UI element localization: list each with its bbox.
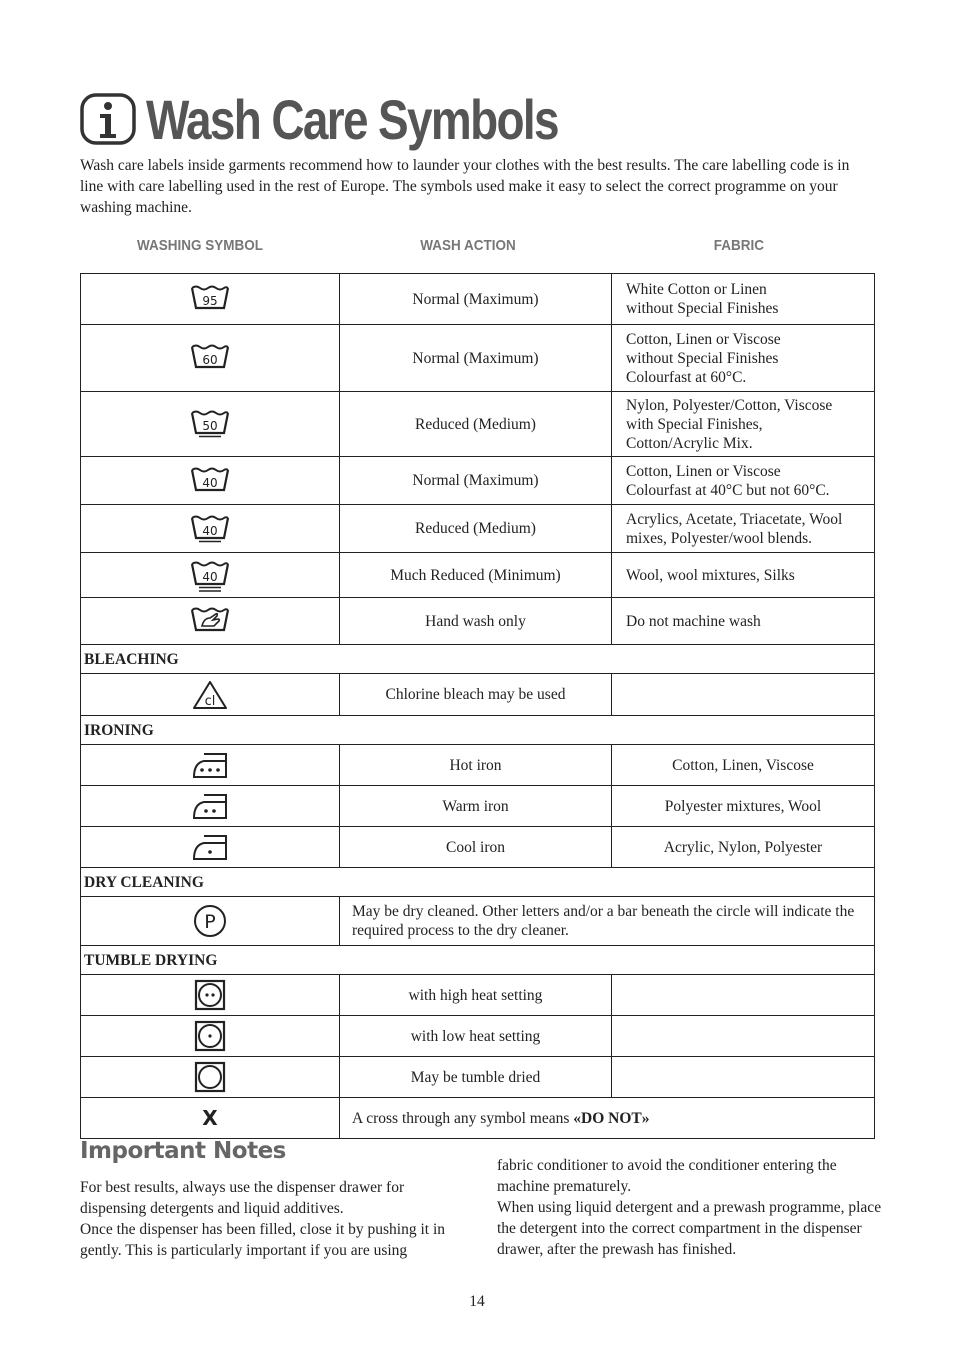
table-row bbox=[81, 1016, 875, 1057]
info-icon bbox=[80, 93, 136, 145]
washing-symbol-cell bbox=[81, 392, 340, 457]
notes-paragraph: fabric conditioner to avoid the conditioner entering the machine prematurely. bbox=[497, 1157, 837, 1195]
section-dry-cleaning: DRY CLEANING bbox=[81, 868, 875, 897]
table-row bbox=[81, 827, 875, 868]
wash-action-cell: Normal (Maximum) bbox=[340, 325, 612, 392]
table-row bbox=[81, 553, 875, 598]
tumble-symbol-cell bbox=[81, 1057, 340, 1098]
notes-paragraph: For best results, always use the dispenser drawer for dispensing detergents and liquid additives. bbox=[80, 1179, 405, 1217]
dry-clean-symbol-cell bbox=[81, 897, 340, 946]
fabric-cell bbox=[612, 325, 875, 392]
fabric-line: White Cotton or Linen bbox=[626, 281, 767, 298]
tumble-action-cell: May be tumble dried bbox=[340, 1057, 612, 1098]
wash-temperature: 60 bbox=[202, 353, 218, 367]
section-row bbox=[81, 716, 875, 745]
bleach-fabric-cell bbox=[612, 674, 875, 716]
iron-icon bbox=[190, 749, 230, 781]
table-row bbox=[81, 975, 875, 1016]
wash-tub-icon bbox=[190, 512, 230, 546]
iron-action-cell: Cool iron bbox=[340, 827, 612, 868]
wash-tub-icon bbox=[190, 282, 230, 316]
notes-right-column bbox=[497, 1155, 882, 1260]
page-number: 14 bbox=[469, 1293, 485, 1310]
table-row bbox=[81, 745, 875, 786]
section-row bbox=[81, 868, 875, 897]
tumble-dry-icon bbox=[194, 979, 226, 1011]
bleach-symbol-cell bbox=[81, 674, 340, 716]
table-row bbox=[81, 897, 875, 946]
washing-symbol-cell bbox=[81, 598, 340, 645]
dry-clean-text-cell: May be dry cleaned. Other letters and/or a bar beneath the circle will indicate the required process to the dry cleaner. bbox=[340, 897, 875, 946]
fabric-line: Cotton/Acrylic Mix. bbox=[626, 434, 753, 452]
tumble-symbol-cell bbox=[81, 1016, 340, 1057]
iron-fabric-cell: Polyester mixtures, Wool bbox=[612, 786, 875, 827]
wash-action-cell: Reduced (Medium) bbox=[340, 392, 612, 457]
table-row bbox=[81, 1057, 875, 1098]
table-row bbox=[81, 674, 875, 716]
fabric-line: Nylon, Polyester/Cotton, Viscose bbox=[626, 396, 833, 414]
tumble-fabric-cell bbox=[612, 1057, 875, 1098]
fabric-line: without Special Finishes bbox=[626, 300, 779, 317]
dry-clean-circle-icon bbox=[192, 903, 228, 939]
table-row bbox=[81, 392, 875, 457]
washing-symbol-cell bbox=[81, 457, 340, 505]
washing-symbol-cell bbox=[81, 553, 340, 598]
iron-symbol-cell bbox=[81, 786, 340, 827]
do-not-text: «DO NOT» bbox=[573, 1109, 650, 1127]
wash-temperature: 40 bbox=[202, 570, 218, 584]
wash-temperature: 50 bbox=[202, 419, 218, 433]
fabric-line: Cotton, Linen or Viscose bbox=[626, 462, 781, 480]
tumble-fabric-cell bbox=[612, 1016, 875, 1057]
wash-tub-icon bbox=[190, 558, 230, 592]
washing-symbol-cell bbox=[81, 325, 340, 392]
header-washing-symbol: WASHING SYMBOL bbox=[137, 237, 264, 254]
table-row bbox=[81, 457, 875, 505]
table-row bbox=[81, 505, 875, 553]
iron-fabric-cell: Cotton, Linen, Viscose bbox=[612, 745, 875, 786]
cross-symbol: X bbox=[81, 1098, 340, 1139]
section-row bbox=[81, 645, 875, 674]
fabric-line: with Special Finishes, bbox=[626, 415, 763, 433]
wash-temperature: 40 bbox=[202, 475, 218, 490]
table-row bbox=[81, 274, 875, 325]
header-fabric: FABRIC bbox=[713, 237, 765, 254]
tumble-fabric-cell bbox=[612, 975, 875, 1016]
wash-action-cell: Reduced (Medium) bbox=[340, 505, 612, 553]
section-row bbox=[81, 946, 875, 975]
wash-action-cell: Much Reduced (Minimum) bbox=[340, 553, 612, 598]
fabric-cell bbox=[612, 598, 875, 645]
hand-wash-icon bbox=[190, 604, 230, 638]
iron-symbol-cell bbox=[81, 745, 340, 786]
cross-text-cell bbox=[340, 1098, 875, 1139]
bleach-action-cell: Chlorine bleach may be used bbox=[340, 674, 612, 716]
wash-tub-icon bbox=[190, 464, 230, 498]
title-row bbox=[80, 86, 648, 152]
wash-action-cell: Hand wash only bbox=[340, 598, 612, 645]
table-row bbox=[81, 786, 875, 827]
iron-action-cell: Warm iron bbox=[340, 786, 612, 827]
iron-icon bbox=[190, 790, 230, 822]
fabric-line: Cotton, Linen or Viscose bbox=[626, 330, 781, 348]
bleach-triangle-icon bbox=[191, 679, 229, 711]
fabric-cell bbox=[612, 553, 875, 598]
wash-temperature: 95 bbox=[202, 294, 218, 308]
table-row bbox=[81, 325, 875, 392]
notes-left-column bbox=[80, 1177, 465, 1261]
iron-fabric-cell: Acrylic, Nylon, Polyester bbox=[612, 827, 875, 868]
tumble-action-cell: with low heat setting bbox=[340, 1016, 612, 1057]
fabric-line: Colourfast at 60°C. bbox=[626, 368, 747, 386]
notes-paragraph: Once the dispenser has been filled, close it by pushing it in gently. This is particularly important if you are using bbox=[80, 1221, 446, 1259]
tumble-symbol-cell bbox=[81, 975, 340, 1016]
fabric-line: without Special Finishes bbox=[626, 349, 779, 367]
wash-tub-icon bbox=[190, 341, 230, 375]
fabric-cell bbox=[612, 274, 875, 325]
page-title: Wash Care Symbols bbox=[146, 87, 558, 151]
header-wash-action: WASH ACTION bbox=[420, 237, 516, 254]
fabric-line: Colourfast at 40°C but not 60°C. bbox=[626, 481, 830, 499]
dry-clean-letter: P bbox=[204, 911, 216, 933]
wash-action-cell: Normal (Maximum) bbox=[340, 457, 612, 505]
iron-symbol-cell bbox=[81, 827, 340, 868]
iron-icon bbox=[190, 831, 230, 863]
fabric-cell bbox=[612, 505, 875, 553]
cross-text: A cross through any symbol means bbox=[352, 1109, 574, 1127]
section-bleaching: BLEACHING bbox=[81, 645, 875, 674]
fabric-line: mixes, Polyester/wool blends. bbox=[626, 529, 812, 547]
intro-text: Wash care labels inside garments recommend how to launder your clothes with the best results. The care labelling code is in line with care labelling used in the rest of Europe. The symbols used make it easy to select the correct programme on your washing machine. bbox=[80, 157, 850, 216]
section-ironing: IRONING bbox=[81, 716, 875, 745]
fabric-line: Wool, wool mixtures, Silks bbox=[626, 566, 795, 584]
table-row bbox=[81, 1098, 875, 1139]
wash-tub-icon bbox=[190, 407, 230, 441]
section-tumble-drying: TUMBLE DRYING bbox=[81, 946, 875, 975]
fabric-line: Do not machine wash bbox=[626, 612, 761, 630]
bleach-symbol-text: cl bbox=[204, 693, 216, 709]
notes-heading: Important Notes bbox=[80, 1138, 286, 1164]
fabric-cell bbox=[612, 457, 875, 505]
washing-symbol-cell bbox=[81, 274, 340, 325]
fabric-line: Acrylics, Acetate, Triacetate, Wool bbox=[626, 510, 843, 528]
tumble-dry-icon bbox=[194, 1020, 226, 1052]
wash-temperature: 40 bbox=[202, 523, 218, 538]
tumble-action-cell: with high heat setting bbox=[340, 975, 612, 1016]
tumble-dry-icon bbox=[194, 1061, 226, 1093]
notes-paragraph: When using liquid detergent and a prewash programme, place the detergent into the correct compartment in the dispenser drawer, after the prewash has finished. bbox=[497, 1199, 882, 1258]
washing-symbol-cell bbox=[81, 505, 340, 553]
iron-action-cell: Hot iron bbox=[340, 745, 612, 786]
wash-action-cell: Normal (Maximum) bbox=[340, 274, 612, 325]
table-row bbox=[81, 598, 875, 645]
care-symbols-table bbox=[80, 273, 875, 1139]
fabric-cell bbox=[612, 392, 875, 457]
